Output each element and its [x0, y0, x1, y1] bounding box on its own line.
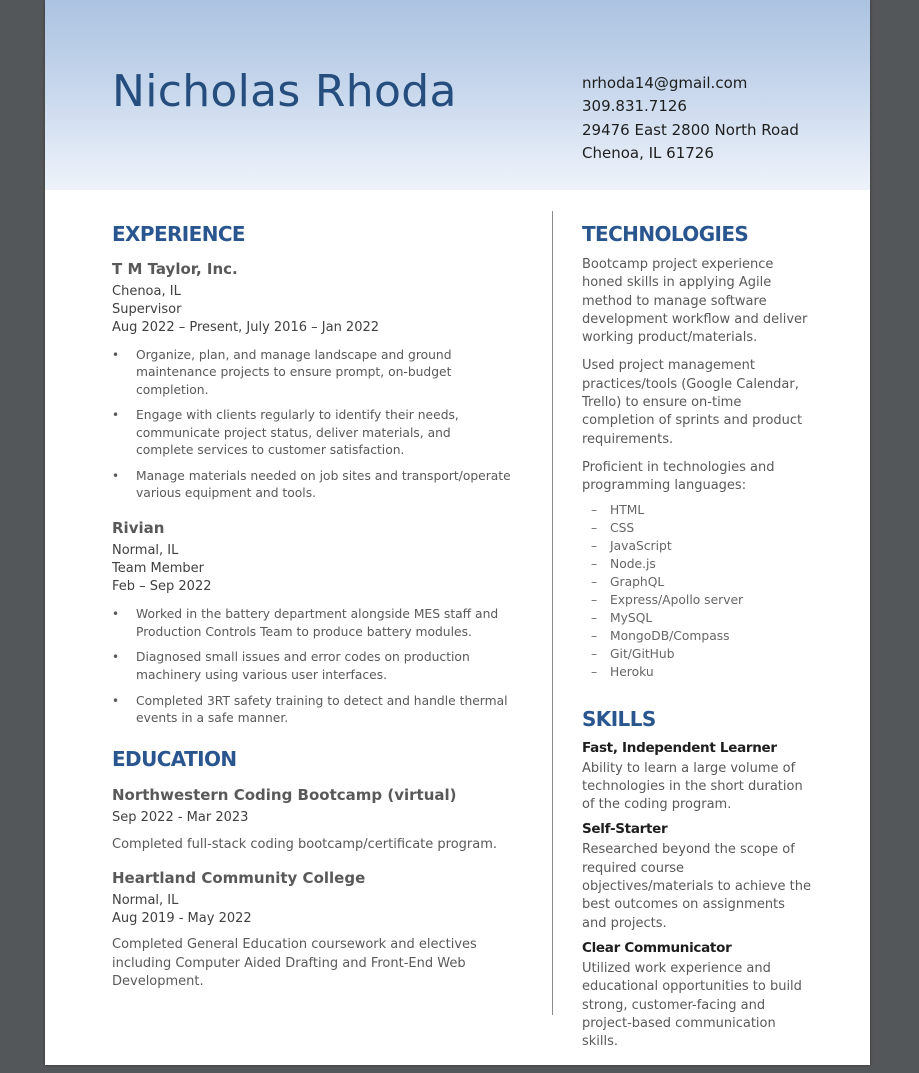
job-bullets: [112, 347, 512, 502]
school-description: Completed full-stack coding bootcamp/certificate program.: [112, 837, 498, 853]
education-heading: EDUCATION: [112, 747, 237, 772]
job-company: T M Taylor, Inc.: [112, 260, 238, 278]
experience-heading: EXPERIENCE: [112, 222, 245, 246]
school-name: Northwestern Coding Bootcamp (virtual): [112, 786, 457, 805]
technology-item: – MySQL: [582, 609, 812, 627]
job-bullet: • Engage with clients regularly to identify their needs, communicate project status, deliver materials, and complete services to customer satisfaction.: [112, 407, 512, 459]
job-bullets: [112, 606, 512, 727]
skill-entry: [582, 740, 812, 815]
technologies-paragraph: Bootcamp project experience honed skills in applying Agile method to manage software development workflow and deliver working product/materials.: [582, 257, 808, 346]
job-location: Chenoa, IL: [112, 284, 181, 299]
technology-item: – Express/Apollo server: [582, 591, 812, 609]
school-dates: Sep 2022 - Mar 2023: [112, 810, 249, 826]
skill-description: Researched beyond the scope of required course objectives/materials to achieve the best outcomes on assignments and projects.: [582, 842, 811, 931]
school-dates: Aug 2019 - May 2022: [112, 911, 252, 927]
school-location: Normal, IL: [112, 893, 179, 909]
skills-heading: SKILLS: [582, 706, 656, 731]
phone-number: 309.831.7126: [582, 97, 687, 116]
technology-item: – MongoDB/Compass: [582, 627, 812, 645]
contact-info: [582, 72, 799, 165]
school-description: Completed General Education coursework and electives including Computer Aided Drafting and Front-End Web Development.: [112, 937, 477, 990]
technologies-paragraph: Used project management practices/tools (Google Calendar, Trello) to ensure on-time completion of sprints and product requirements.: [582, 358, 803, 447]
email-address[interactable]: nrhoda14@gmail.com: [582, 74, 748, 92]
job-entry: [112, 260, 512, 502]
column-divider: [552, 211, 553, 1015]
technologies-paragraph: Proficient in technologies and programming languages:: [582, 459, 775, 494]
resume-header: [45, 0, 870, 190]
school-name: Heartland Community College: [112, 869, 366, 888]
job-bullet: • Manage materials needed on job sites and transport/operate various equipment and tools.: [112, 468, 512, 503]
education-entry: [112, 869, 512, 991]
technology-item: – Node.js: [582, 555, 812, 573]
technology-item: – HTML: [582, 501, 812, 519]
skill-title: Self-Starter: [582, 821, 668, 838]
address-line-1: 29476 East 2800 North Road: [582, 120, 799, 139]
left-column: [112, 222, 512, 991]
job-bullet: • Organize, plan, and manage landscape and ground maintenance projects to ensure prompt, on-budget completion.: [112, 347, 512, 399]
skill-title: Clear Communicator: [582, 939, 732, 956]
job-bullet: • Completed 3RT safety training to detect and handle thermal events in a safe manner.: [112, 693, 512, 728]
technology-item: – GraphQL: [582, 573, 812, 591]
right-column: [582, 222, 812, 1051]
address-line-2: Chenoa, IL 61726: [582, 143, 714, 162]
job-bullet: • Worked in the battery department alongside MES staff and Production Controls Team to produce battery modules.: [112, 606, 512, 641]
job-dates: Aug 2022 – Present, July 2016 – Jan 2022: [112, 320, 380, 335]
job-role: Team Member: [112, 561, 204, 577]
skill-description: Utilized work experience and educational opportunities to build strong, customer-facing and project-based communication skills.: [582, 960, 802, 1050]
job-entry: [112, 519, 512, 727]
skill-entry: [582, 821, 812, 932]
skill-title: Fast, Independent Learner: [582, 739, 777, 756]
job-bullet: • Diagnosed small issues and error codes on production machinery using various user interfaces.: [112, 649, 512, 684]
job-location: Normal, IL: [112, 543, 179, 559]
technology-list: [582, 501, 812, 681]
job-company: Rivian: [112, 519, 165, 538]
skill-description: Ability to learn a large volume of technologies in the short duration of the coding program.: [582, 760, 803, 813]
job-dates: Feb – Sep 2022: [112, 579, 212, 595]
technologies-heading: TECHNOLOGIES: [582, 222, 749, 246]
job-role: Supervisor: [112, 302, 182, 317]
skill-entry: [582, 940, 812, 1051]
technology-item: – CSS: [582, 519, 812, 537]
education-entry: [112, 786, 512, 854]
candidate-name: Nicholas Rhoda: [112, 66, 457, 117]
resume-page: [45, 0, 870, 1065]
technology-item: – JavaScript: [582, 537, 812, 555]
technology-item: – Git/GitHub: [582, 645, 812, 663]
technology-item: – Heroku: [582, 663, 812, 681]
